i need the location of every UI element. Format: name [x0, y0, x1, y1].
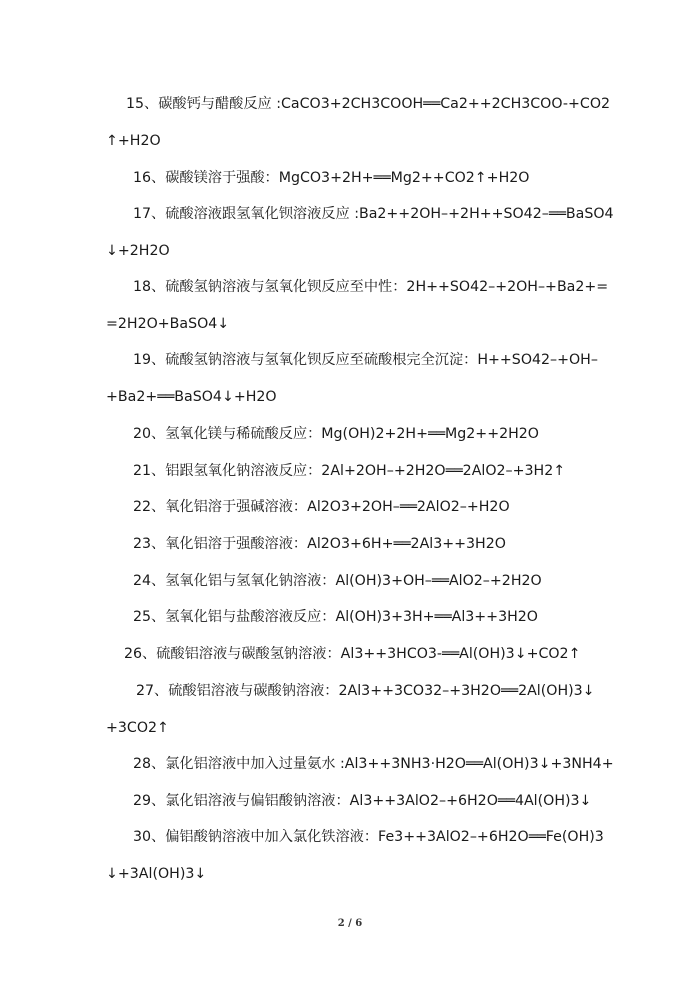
- equation-24: 24、氢氧化铝与氢氧化钠溶液：Al(OH)3+OH–══AlO2–+2H2O: [133, 573, 542, 589]
- equation-27-line-2: +3CO2↑: [106, 720, 169, 736]
- equation-27-line-1: 27、硫酸铝溶液与碳酸钠溶液：2Al3++3CO32–+3H2O══2Al(OH)3↓: [136, 683, 595, 699]
- equation-17-line-1: 17、硫酸溶液跟氢氧化钡溶液反应 :Ba2++2OH–+2H++SO42–══BaSO4: [133, 206, 614, 222]
- equation-26: 26、硫酸铝溶液与碳酸氢钠溶液：Al3++3HCO3-══Al(OH)3↓+CO2↑: [124, 646, 581, 662]
- equation-19-line-2: +Ba2+══BaSO4↓+H2O: [106, 389, 277, 405]
- equation-30-line-2: ↓+3Al(OH)3↓: [106, 866, 207, 882]
- equation-15-line-2: ↑+H2O: [106, 133, 161, 149]
- page-number: 2 / 6: [337, 918, 363, 929]
- equation-21: 21、铝跟氢氧化钠溶液反应：2Al+2OH–+2H2O══2AlO2–+3H2↑: [133, 463, 566, 479]
- equation-25: 25、氢氧化铝与盐酸溶液反应：Al(OH)3+3H+══Al3++3H2O: [133, 609, 538, 625]
- equation-19-line-1: 19、硫酸氢钠溶液与氢氧化钡反应至硫酸根完全沉淀：H++SO42–+OH–: [133, 352, 598, 368]
- equation-18-line-1: 18、硫酸氢钠溶液与氢氧化钡反应至中性：2H++SO42–+2OH–+Ba2+=: [133, 279, 609, 295]
- equation-29: 29、氯化铝溶液与偏铝酸钠溶液：Al3++3AlO2–+6H2O══4Al(OH)3↓: [133, 793, 592, 809]
- equation-30-line-1: 30、偏铝酸钠溶液中加入氯化铁溶液：Fe3++3AlO2–+6H2O══Fe(OH)3: [133, 829, 604, 845]
- equation-20: 20、氢氧化镁与稀硫酸反应：Mg(OH)2+2H+══Mg2++2H2O: [133, 426, 539, 442]
- equation-18-line-2: =2H2O+BaSO4↓: [106, 316, 230, 332]
- equation-17-line-2: ↓+2H2O: [106, 243, 170, 259]
- equation-23: 23、氧化铝溶于强酸溶液：Al2O3+6H+══2Al3++3H2O: [133, 536, 506, 552]
- equation-22: 22、氧化铝溶于强碱溶液：Al2O3+2OH–══2AlO2–+H2O: [133, 499, 510, 515]
- equation-16: 16、碳酸镁溶于强酸：MgCO3+2H+══Mg2++CO2↑+H2O: [133, 170, 530, 186]
- equation-28: 28、氯化铝溶液中加入过量氨水 :Al3++3NH3·H2O══Al(OH)3↓+3NH4+: [133, 756, 614, 772]
- equation-15-line-1: 15、碳酸钙与醋酸反应 :CaCO3+2CH3COOH══Ca2++2CH3COO-+CO2: [126, 96, 611, 112]
